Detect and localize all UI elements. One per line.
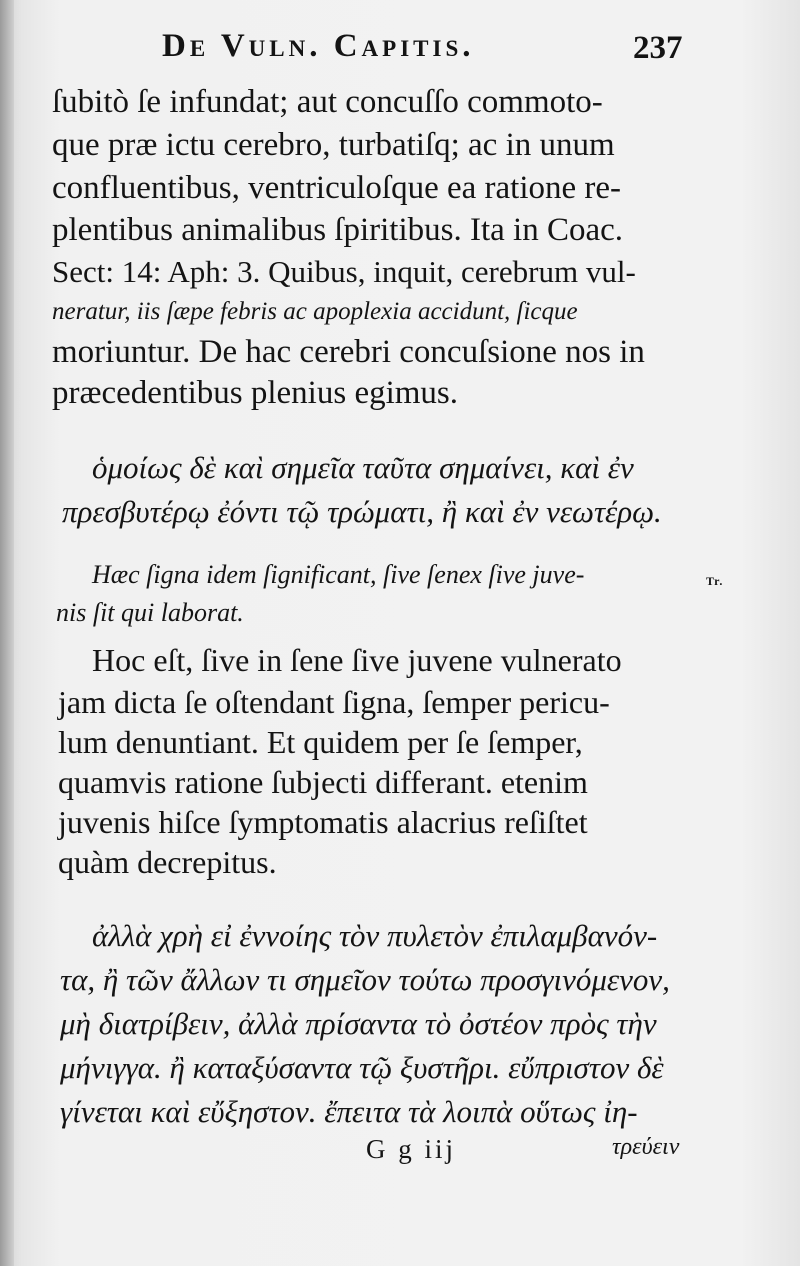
- text-line: quamvis ratione ſubjecti differant. etenim: [58, 764, 588, 800]
- greek-line: τα, ἢ τῶν ἄλλων τι σημεῖον τούτω προσγινόμενον,: [60, 962, 670, 997]
- greek-line: μὴ διατρίβειν, ἀλλὰ πρίσαντα τὸ ὀστέον πρὸς τὴν: [60, 1006, 657, 1041]
- greek-line: ἀλλὰ χρὴ εἰ ἐννοίης τὸν πυλετὸν ἐπιλαμβανόν-: [92, 918, 658, 953]
- greek-line: μήνιγγα. ἢ καταξύσαντα τῷ ξυστῆρι. εὔπριστον δὲ: [60, 1050, 664, 1085]
- page-number: 237: [633, 30, 683, 66]
- text-line: Hoc eſt, ſive in ſene ſive juvene vulnerato: [92, 642, 622, 678]
- text-line: ſubitò ſe infundat; aut concuſſo commoto-: [52, 84, 603, 120]
- text-line: plentibus animalibus ſpiritibus. Ita in Coac.: [52, 212, 624, 248]
- translation-line: nis ſit qui laborat.: [56, 598, 244, 627]
- greek-line: ὁμοίως δὲ καὶ σημεῖα ταῦτα σημαίνει, καὶ ἐν: [92, 450, 634, 485]
- text-line: lum denuntiant. Et quidem per ſe ſemper,: [58, 724, 583, 760]
- running-head: De Vuln. Capitis.: [162, 28, 475, 64]
- text-line: moriuntur. De hac cerebri concuſsione nos in: [52, 334, 645, 370]
- catchword: τρεύειν: [612, 1134, 680, 1160]
- text-line: jam dicta ſe oſtendant ſigna, ſemper pericu-: [58, 684, 610, 720]
- greek-line: πρεσβυτέρῳ ἐόντι τῷ τρώματι, ἢ καὶ ἐν νεωτέρῳ.: [62, 494, 662, 529]
- text-line: neratur, iis ſæpe febris ac apoplexia accidunt, ſicque: [52, 298, 578, 325]
- text-line: præcedentibus plenius egimus.: [52, 375, 459, 411]
- greek-line: γίνεται καὶ εὔξηστον. ἔπειτα τὰ λοιπὰ οὕτως ἰη-: [60, 1094, 638, 1129]
- translation-line: Hæc ſigna idem ſignificant, ſive ſenex ſive juve-: [92, 560, 585, 589]
- text-line: confluentibus, ventriculoſque ea ratione re-: [52, 170, 622, 206]
- text-line: quàm decrepitus.: [58, 844, 277, 880]
- text-line: juvenis hiſce ſymptomatis alacrius reſiſtet: [58, 804, 588, 840]
- book-spine-shadow: [0, 0, 14, 1266]
- margin-note: Tr.: [706, 574, 724, 588]
- text-line: Sect: 14: Aph: 3. Quibus, inquit, cerebrum vul-: [52, 254, 636, 289]
- signature-mark: G g iij: [366, 1134, 457, 1164]
- text-line: que præ ictu cerebro, turbatiſq; ac in unum: [52, 127, 615, 163]
